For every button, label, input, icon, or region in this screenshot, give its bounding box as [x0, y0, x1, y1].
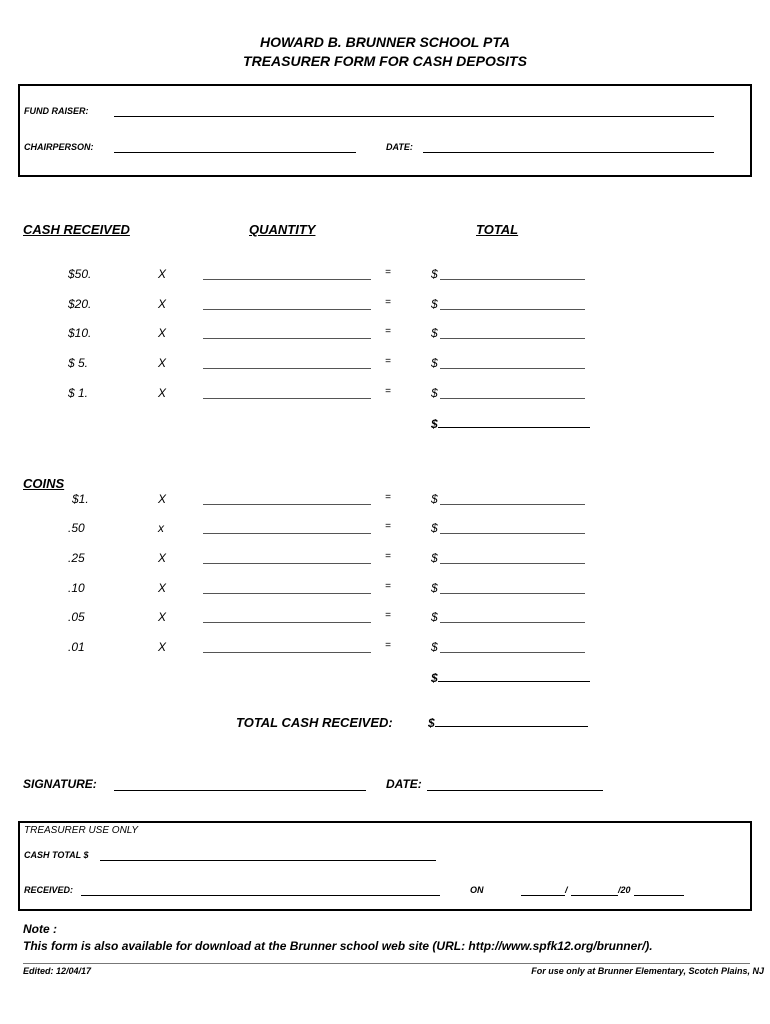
date-slash-1: /: [565, 885, 568, 895]
footer-edited: Edited: 12/04/17: [23, 966, 92, 976]
quantity-field[interactable]: [203, 279, 371, 280]
equals-sign: =: [385, 386, 391, 397]
denomination: $50.: [68, 267, 92, 281]
fund-info-box: [18, 84, 752, 177]
coins-subtotal: [431, 670, 590, 685]
total-field[interactable]: [440, 563, 585, 564]
times-sign: X: [158, 326, 167, 340]
dollar-sign: $: [431, 267, 438, 281]
equals-sign: =: [385, 492, 391, 503]
equals-sign: =: [385, 640, 391, 651]
dollar-sign: $: [431, 671, 438, 685]
equals-sign: =: [385, 551, 391, 562]
bill-row: [0, 356, 770, 372]
dollar-sign: $: [431, 492, 438, 506]
received-day-field[interactable]: [571, 895, 618, 896]
quantity-field[interactable]: [203, 533, 371, 534]
signature-date-label: DATE:: [386, 777, 422, 791]
bill-row: [0, 386, 770, 402]
dollar-sign: $: [431, 297, 438, 311]
total-field[interactable]: [440, 622, 585, 623]
total-field[interactable]: [440, 338, 585, 339]
signature-field[interactable]: [114, 790, 366, 791]
times-sign: X: [158, 297, 167, 311]
signature-date-field[interactable]: [427, 790, 603, 791]
quantity-field[interactable]: [203, 368, 371, 369]
denomination: .50: [68, 521, 85, 535]
received-month-field[interactable]: [521, 895, 565, 896]
denomination: $1.: [72, 492, 89, 506]
form-title-treasurer: TREASURER FORM FOR CASH DEPOSITS: [243, 53, 527, 69]
total-field[interactable]: [440, 593, 585, 594]
equals-sign: =: [385, 581, 391, 592]
times-sign: X: [158, 640, 167, 654]
dollar-sign: $: [431, 521, 438, 535]
quantity-field[interactable]: [203, 398, 371, 399]
dollar-sign: $: [431, 640, 438, 654]
coin-row: [0, 551, 770, 567]
times-sign: X: [158, 386, 167, 400]
received-field[interactable]: [81, 895, 440, 896]
coins-subtotal-field[interactable]: [438, 670, 590, 682]
denomination: .10: [68, 581, 85, 595]
chairperson-field[interactable]: [114, 152, 356, 153]
date-slash-2: /20: [618, 885, 631, 895]
bill-row: [0, 267, 770, 283]
quantity-field[interactable]: [203, 622, 371, 623]
coin-row: [0, 492, 770, 508]
dollar-sign: $: [431, 326, 438, 340]
treasurer-box: [18, 821, 752, 911]
dollar-sign: $: [431, 581, 438, 595]
fund-raiser-label: FUND RAISER:: [24, 106, 89, 116]
coins-header: COINS: [23, 476, 65, 491]
received-year-field[interactable]: [634, 895, 684, 896]
on-label: ON: [470, 885, 484, 895]
coin-row: [0, 640, 770, 656]
total-header: TOTAL: [476, 222, 519, 237]
total-field[interactable]: [440, 504, 585, 505]
denomination: .05: [68, 610, 85, 624]
date-field[interactable]: [423, 152, 714, 153]
bills-subtotal: [431, 416, 590, 431]
total-field[interactable]: [440, 398, 585, 399]
equals-sign: =: [385, 297, 391, 308]
times-sign: X: [158, 551, 167, 565]
signature-label: SIGNATURE:: [23, 777, 97, 791]
denomination: $ 1.: [68, 386, 89, 400]
date-label: DATE:: [386, 142, 413, 152]
denomination: .25: [68, 551, 85, 565]
times-sign: X: [158, 267, 167, 281]
quantity-field[interactable]: [203, 652, 371, 653]
times-sign: X: [158, 581, 167, 595]
received-label: RECEIVED:: [24, 885, 74, 895]
coin-row: [0, 581, 770, 597]
total-field[interactable]: [440, 279, 585, 280]
denomination: $20.: [68, 297, 92, 311]
quantity-field[interactable]: [203, 593, 371, 594]
coin-row: [0, 521, 770, 537]
total-field[interactable]: [440, 309, 585, 310]
bill-row: [0, 297, 770, 313]
dollar-sign: $: [431, 386, 438, 400]
equals-sign: =: [385, 326, 391, 337]
times-sign: X: [158, 610, 167, 624]
equals-sign: =: [385, 267, 391, 278]
note-text: This form is also available for download at the Brunner school web site (URL: http://www.spfk12.org/brunner/).: [23, 939, 653, 953]
quantity-field[interactable]: [203, 309, 371, 310]
footer-divider: [23, 963, 750, 964]
coin-row: [0, 610, 770, 626]
denomination: $10.: [68, 326, 92, 340]
note-label: Note :: [23, 922, 57, 936]
cash-received-header: CASH RECEIVED: [23, 222, 130, 237]
quantity-field[interactable]: [203, 504, 371, 505]
dollar-sign: $: [428, 716, 435, 730]
times-sign: x: [158, 521, 164, 535]
chairperson-label: CHAIRPERSON:: [24, 142, 94, 152]
cash-total-label: CASH TOTAL $: [24, 850, 89, 860]
times-sign: X: [158, 356, 167, 370]
total-cash-received-label: TOTAL CASH RECEIVED:: [236, 715, 393, 730]
equals-sign: =: [385, 521, 391, 532]
fund-raiser-field[interactable]: [114, 116, 714, 117]
equals-sign: =: [385, 610, 391, 621]
total-cash-received: [428, 715, 588, 730]
dollar-sign: $: [431, 356, 438, 370]
footer-usage: For use only at Brunner Elementary, Scotch Plains, NJ: [531, 966, 764, 976]
cash-total-field[interactable]: [100, 860, 436, 861]
treasurer-box-title: TREASURER USE ONLY: [24, 825, 139, 836]
form-title-school: HOWARD B. BRUNNER SCHOOL PTA: [260, 34, 510, 50]
total-cash-received-field[interactable]: [435, 715, 588, 727]
equals-sign: =: [385, 356, 391, 367]
denomination: $ 5.: [68, 356, 89, 370]
denomination: .01: [68, 640, 85, 654]
total-field[interactable]: [440, 652, 585, 653]
total-field[interactable]: [440, 533, 585, 534]
quantity-field[interactable]: [203, 338, 371, 339]
dollar-sign: $: [431, 551, 438, 565]
bills-subtotal-field[interactable]: [438, 416, 590, 428]
bill-row: [0, 326, 770, 342]
quantity-field[interactable]: [203, 563, 371, 564]
total-field[interactable]: [440, 368, 585, 369]
dollar-sign: $: [431, 610, 438, 624]
quantity-header: QUANTITY: [249, 222, 316, 237]
dollar-sign: $: [431, 417, 438, 431]
times-sign: X: [158, 492, 167, 506]
